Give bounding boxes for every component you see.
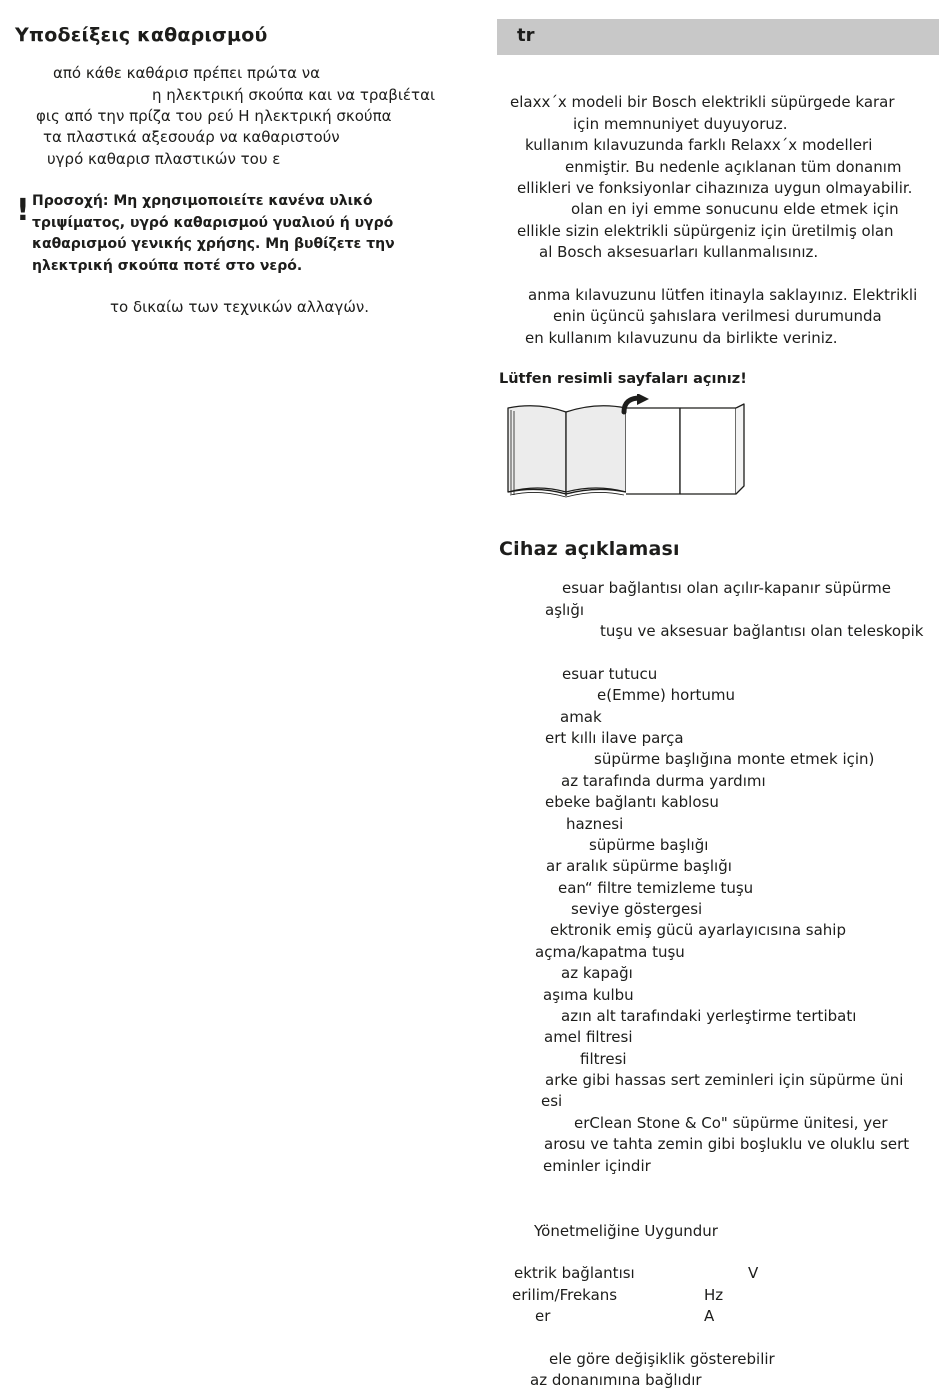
- device-item: aşıma kulbu: [543, 986, 634, 1004]
- device-item: az tarafında durma yardımı: [561, 772, 766, 790]
- device-item: e(Emme) hortumu: [597, 686, 735, 704]
- keep-manual-line: anma kılavuzunu lütfen itinayla saklayınız. Elektrikli: [528, 286, 918, 304]
- device-item: açma/kapatma tuşu: [535, 943, 685, 961]
- device-item: ean“ filtre temizleme tuşu: [558, 879, 754, 897]
- device-item: süpürme başlığı: [589, 836, 709, 854]
- technical-changes-note: το δικαίω των τεχνικών αλλαγών.: [110, 298, 370, 316]
- intro-line: için memnuniyet duyuyoruz.: [573, 115, 788, 133]
- device-item: aşlığı: [545, 601, 585, 619]
- footnote: az donanımına bağlıdır: [530, 1371, 702, 1389]
- spec-label: ektrik bağlantısı: [514, 1264, 635, 1282]
- device-item: ebeke bağlantı kablosu: [545, 793, 719, 811]
- intro-line: ellikleri ve fonksiyonlar cihazınıza uygun olmayabilir.: [517, 179, 913, 197]
- device-description-title: Cihaz açıklaması: [499, 538, 680, 560]
- intro-line: ellikle sizin elektrikli süpürgeniz için üretilmiş olan: [517, 222, 894, 240]
- spec-label: er: [535, 1307, 551, 1325]
- spec-unit: A: [704, 1307, 715, 1325]
- device-item: ar aralık süpürme başlığı: [546, 857, 732, 875]
- section-title-cleaning: Υποδείξεις καθαρισμού: [15, 24, 268, 46]
- device-item: azın alt tarafındaki yerleştirme tertibatı: [561, 1007, 857, 1025]
- device-item: esuar bağlantısı olan açılır-kapanır süpürme: [562, 579, 891, 597]
- open-pages-label: Lütfen resimli sayfaları açınız!: [499, 371, 747, 387]
- device-item: eminler içindir: [543, 1157, 651, 1175]
- warning-text-line: τριψίματος, υγρό καθαρισμού γυαλιού ή υγρό: [32, 215, 394, 231]
- device-item: erClean Stone & Co" süpürme ünitesi, yer: [574, 1114, 888, 1132]
- cleaning-text-line: η ηλεκτρική σκούπα και να τραβιέται: [152, 86, 436, 104]
- device-item: filtresi: [580, 1050, 627, 1068]
- cleaning-text-line: υγρό καθαρισ πλαστικών του ε: [47, 150, 281, 168]
- cleaning-text-line: τα πλαστικά αξεσουάρ να καθαριστούν: [43, 128, 340, 146]
- device-item: ert kıllı ilave parça: [545, 729, 684, 747]
- device-item: haznesi: [566, 815, 624, 833]
- device-item: tuşu ve aksesuar bağlantısı olan teleskopik: [600, 622, 924, 640]
- device-item: süpürme başlığına monte etmek için): [594, 750, 875, 768]
- open-foldout-pages-illustration: [504, 394, 749, 500]
- device-item: az kapağı: [561, 964, 633, 982]
- compliance-note: Yönetmeliğine Uygundur: [534, 1222, 718, 1240]
- keep-manual-line: enin üçüncü şahıslara verilmesi durumunda: [553, 307, 882, 325]
- device-item: seviye göstergesi: [571, 900, 703, 918]
- intro-line: kullanım kılavuzunda farklı Relaxx´x modelleri: [525, 136, 873, 154]
- warning-text-line: ηλεκτρική σκούπα ποτέ στο νερό.: [32, 258, 303, 274]
- keep-manual-line: en kullanım kılavuzunu da birlikte veriniz.: [525, 329, 838, 347]
- footnote: ele göre değişiklik gösterebilir: [549, 1350, 775, 1368]
- warning-text-line: Προσοχή: Μη χρησιμοποιείτε κανένα υλικό: [32, 193, 373, 209]
- device-item: amak: [560, 708, 602, 726]
- warning-text-line: καθαρισμού γενικής χρήσης. Μη βυθίζετε την: [32, 236, 395, 252]
- device-item: esuar tutucu: [562, 665, 658, 683]
- intro-line: olan en iyi emme sonucunu elde etmek için: [571, 200, 899, 218]
- language-tag: tr: [517, 25, 535, 46]
- device-item: esi: [541, 1092, 563, 1110]
- intro-line: enmiştir. Bu nedenle açıklanan tüm donanım: [565, 158, 902, 176]
- device-item: ektronik emiş gücü ayarlayıcısına sahip: [550, 921, 846, 939]
- spec-unit: Hz: [704, 1286, 724, 1304]
- device-item: amel filtresi: [544, 1028, 633, 1046]
- intro-line: elaxx´x modeli bir Bosch elektrikli süpürgede karar: [510, 93, 895, 111]
- intro-line: al Bosch aksesuarları kullanmalısınız.: [539, 243, 819, 261]
- device-item: arke gibi hassas sert zeminleri için süpürme üni: [545, 1071, 904, 1089]
- cleaning-text-line: από κάθε καθάρισ πρέπει πρώτα να: [53, 64, 321, 82]
- cleaning-text-line: φις από την πρίζα του ρεύ Η ηλεκτρική σκούπα: [36, 107, 392, 125]
- device-item: arosu ve tahta zemin gibi boşluklu ve oluklu sert: [544, 1135, 910, 1153]
- language-header-bar: [497, 19, 939, 55]
- spec-unit: V: [748, 1264, 759, 1282]
- warning-icon: !: [16, 193, 30, 228]
- spec-label: erilim/Frekans: [512, 1286, 618, 1304]
